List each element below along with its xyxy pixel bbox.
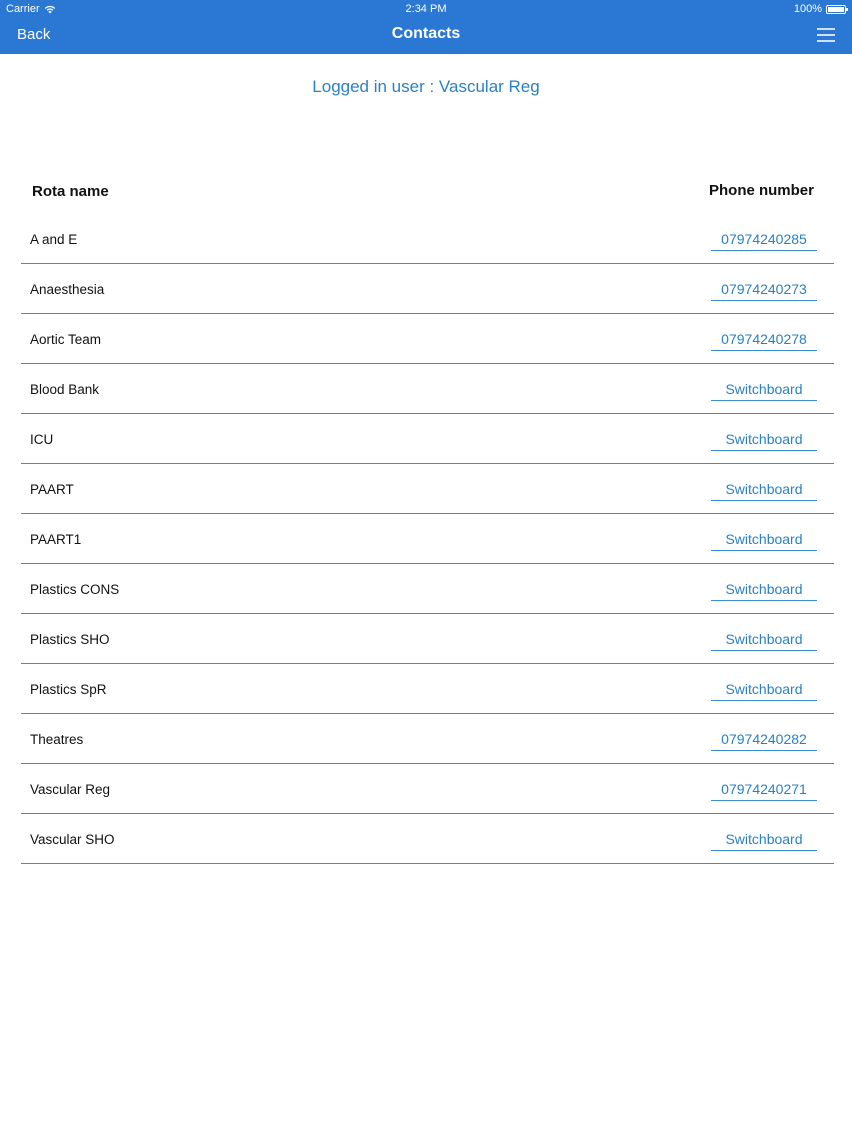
rota-name: Plastics SpR	[30, 682, 107, 697]
table-row	[21, 464, 834, 514]
rota-name: Vascular SHO	[30, 832, 115, 847]
back-button[interactable]: Back	[17, 26, 51, 43]
phone-link[interactable]: Switchboard	[711, 481, 817, 501]
rota-name: Blood Bank	[30, 382, 100, 397]
phone-link[interactable]: Switchboard	[711, 831, 817, 851]
phone-link[interactable]: Switchboard	[711, 581, 817, 601]
status-time: 2:34 PM	[405, 3, 447, 15]
table-row	[21, 414, 834, 464]
phone-link[interactable]: Switchboard	[711, 631, 817, 651]
phone-link[interactable]: 07974240273	[711, 281, 817, 301]
phone-link[interactable]: 07974240278	[711, 331, 817, 351]
carrier-label: Carrier	[6, 3, 40, 15]
phone-link[interactable]: 07974240285	[711, 231, 817, 251]
phone-link[interactable]: Switchboard	[711, 531, 817, 551]
hamburger-menu-icon[interactable]	[817, 28, 835, 42]
battery-percent: 100%	[793, 3, 822, 15]
phone-link[interactable]: Switchboard	[711, 681, 817, 701]
rota-name: Vascular Reg	[30, 782, 111, 797]
column-header-phone-number: Phone number	[708, 182, 814, 199]
navigation-bar	[0, 0, 852, 54]
table-row	[21, 264, 834, 314]
table-row	[21, 564, 834, 614]
table-row	[21, 514, 834, 564]
table-row	[21, 364, 834, 414]
rota-name: Plastics CONS	[30, 582, 120, 597]
rota-name: Anaesthesia	[30, 282, 105, 297]
table-row	[21, 214, 834, 264]
rota-name: PAART1	[30, 532, 82, 547]
table-row	[21, 614, 834, 664]
phone-link[interactable]: 07974240282	[711, 731, 817, 751]
page-title: Contacts	[391, 25, 461, 42]
rota-name: ICU	[30, 432, 54, 447]
logged-in-user-label: Logged in user : Vascular Reg	[312, 77, 540, 96]
table-row	[21, 764, 834, 814]
battery-icon	[826, 5, 846, 14]
phone-link[interactable]: 07974240271	[711, 781, 817, 801]
status-bar	[0, 0, 852, 18]
column-header-rota-name: Rota name	[32, 183, 109, 200]
rota-name: Plastics SHO	[30, 632, 110, 647]
rota-name: Aortic Team	[30, 332, 102, 347]
status-battery	[794, 3, 846, 15]
rota-name: Theatres	[30, 732, 84, 747]
phone-link[interactable]: Switchboard	[711, 381, 817, 401]
rota-name: A and E	[30, 232, 78, 247]
table-row	[21, 714, 834, 764]
table-row	[21, 314, 834, 364]
contacts-table	[21, 214, 834, 864]
table-row	[21, 664, 834, 714]
phone-link[interactable]: Switchboard	[711, 431, 817, 451]
table-row	[21, 814, 834, 864]
rota-name: PAART	[30, 482, 74, 497]
